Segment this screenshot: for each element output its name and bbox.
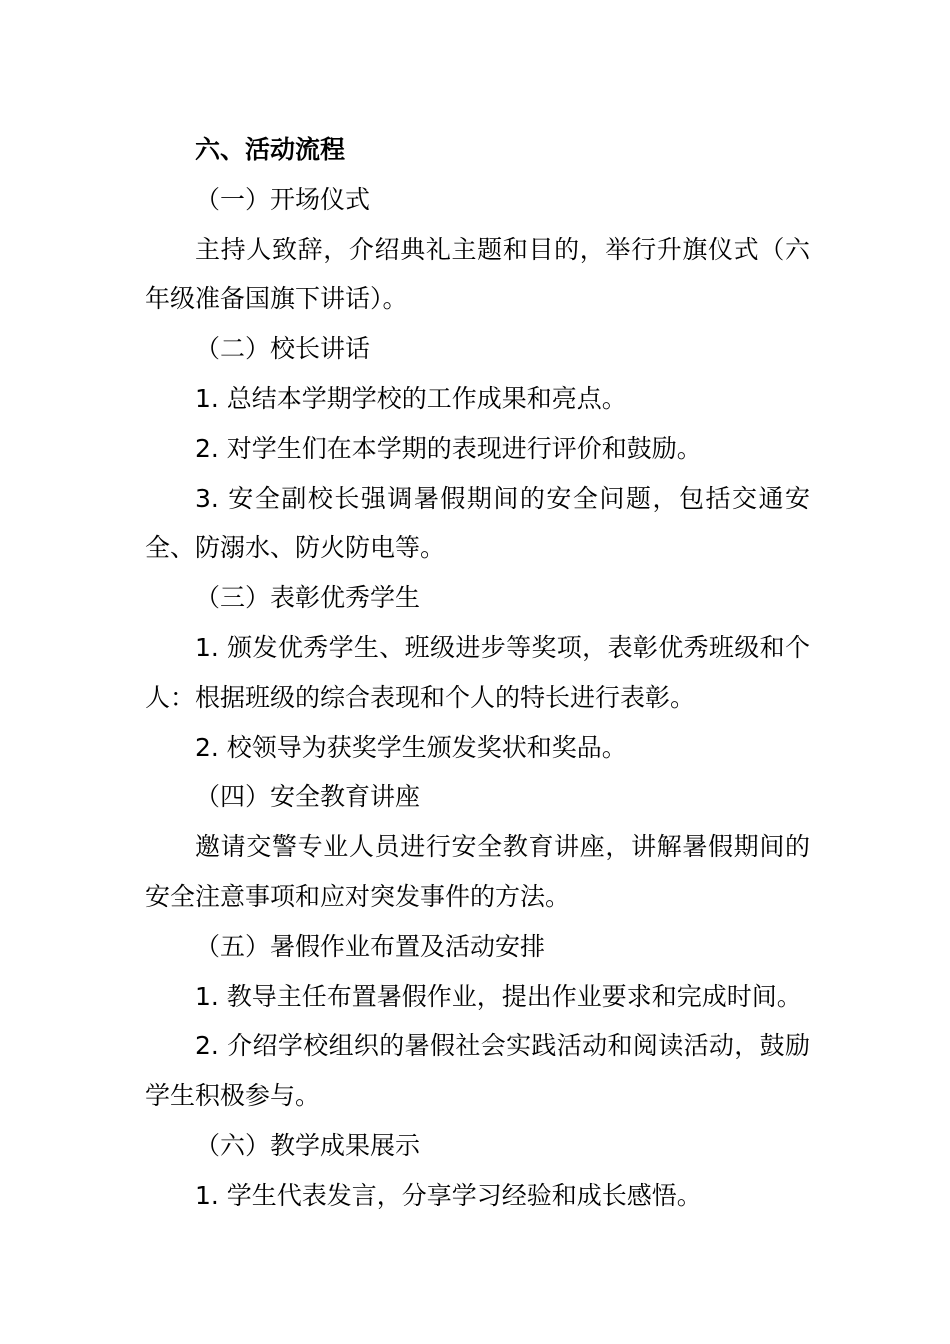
paragraph: 邀请交警专业人员进行安全教育讲座，讲解暑假期间的安全注意事项和应对突发事件的方法。 <box>145 832 810 911</box>
subheading-commendation: （三）表彰优秀学生 <box>195 583 421 613</box>
document-body <box>145 125 810 1221</box>
subheading-principal-speech: （二）校长讲话 <box>195 334 371 364</box>
list-item: 2. 校领导为获奖学生颁发奖状和奖品。 <box>195 732 627 762</box>
list-item: 1. 颁发优秀学生、班级进步等奖项，表彰优秀班级和个人：根据班级的综合表现和个人的特长进行表彰。 <box>145 632 810 712</box>
list-item: 3. 安全副校长强调暑假期间的安全问题，包括交通安全、防溺水、防火防电等。 <box>145 483 810 563</box>
list-item: 1. 教导主任布置暑假作业，提出作业要求和完成时间。 <box>195 981 802 1011</box>
subheading-opening-ceremony: （一）开场仪式 <box>195 184 371 214</box>
list-item: 2. 对学生们在本学期的表现进行评价和鼓励。 <box>195 433 702 463</box>
paragraph: 主持人致辞，介绍典礼主题和目的，举行升旗仪式（六年级准备国旗下讲话）。 <box>145 234 810 314</box>
subheading-summer-homework: （五）暑假作业布置及活动安排 <box>195 931 546 961</box>
list-item: 1. 学生代表发言，分享学习经验和成长感悟。 <box>195 1180 702 1210</box>
subheading-safety-lecture: （四）安全教育讲座 <box>195 782 421 812</box>
subheading-teaching-results: （六）教学成果展示 <box>195 1130 421 1160</box>
section-heading: 六、活动流程 <box>195 135 346 164</box>
list-item: 1. 总结本学期学校的工作成果和亮点。 <box>195 383 627 413</box>
list-item: 2. 介绍学校组织的暑假社会实践活动和阅读活动，鼓励学生积极参与。 <box>145 1031 810 1111</box>
